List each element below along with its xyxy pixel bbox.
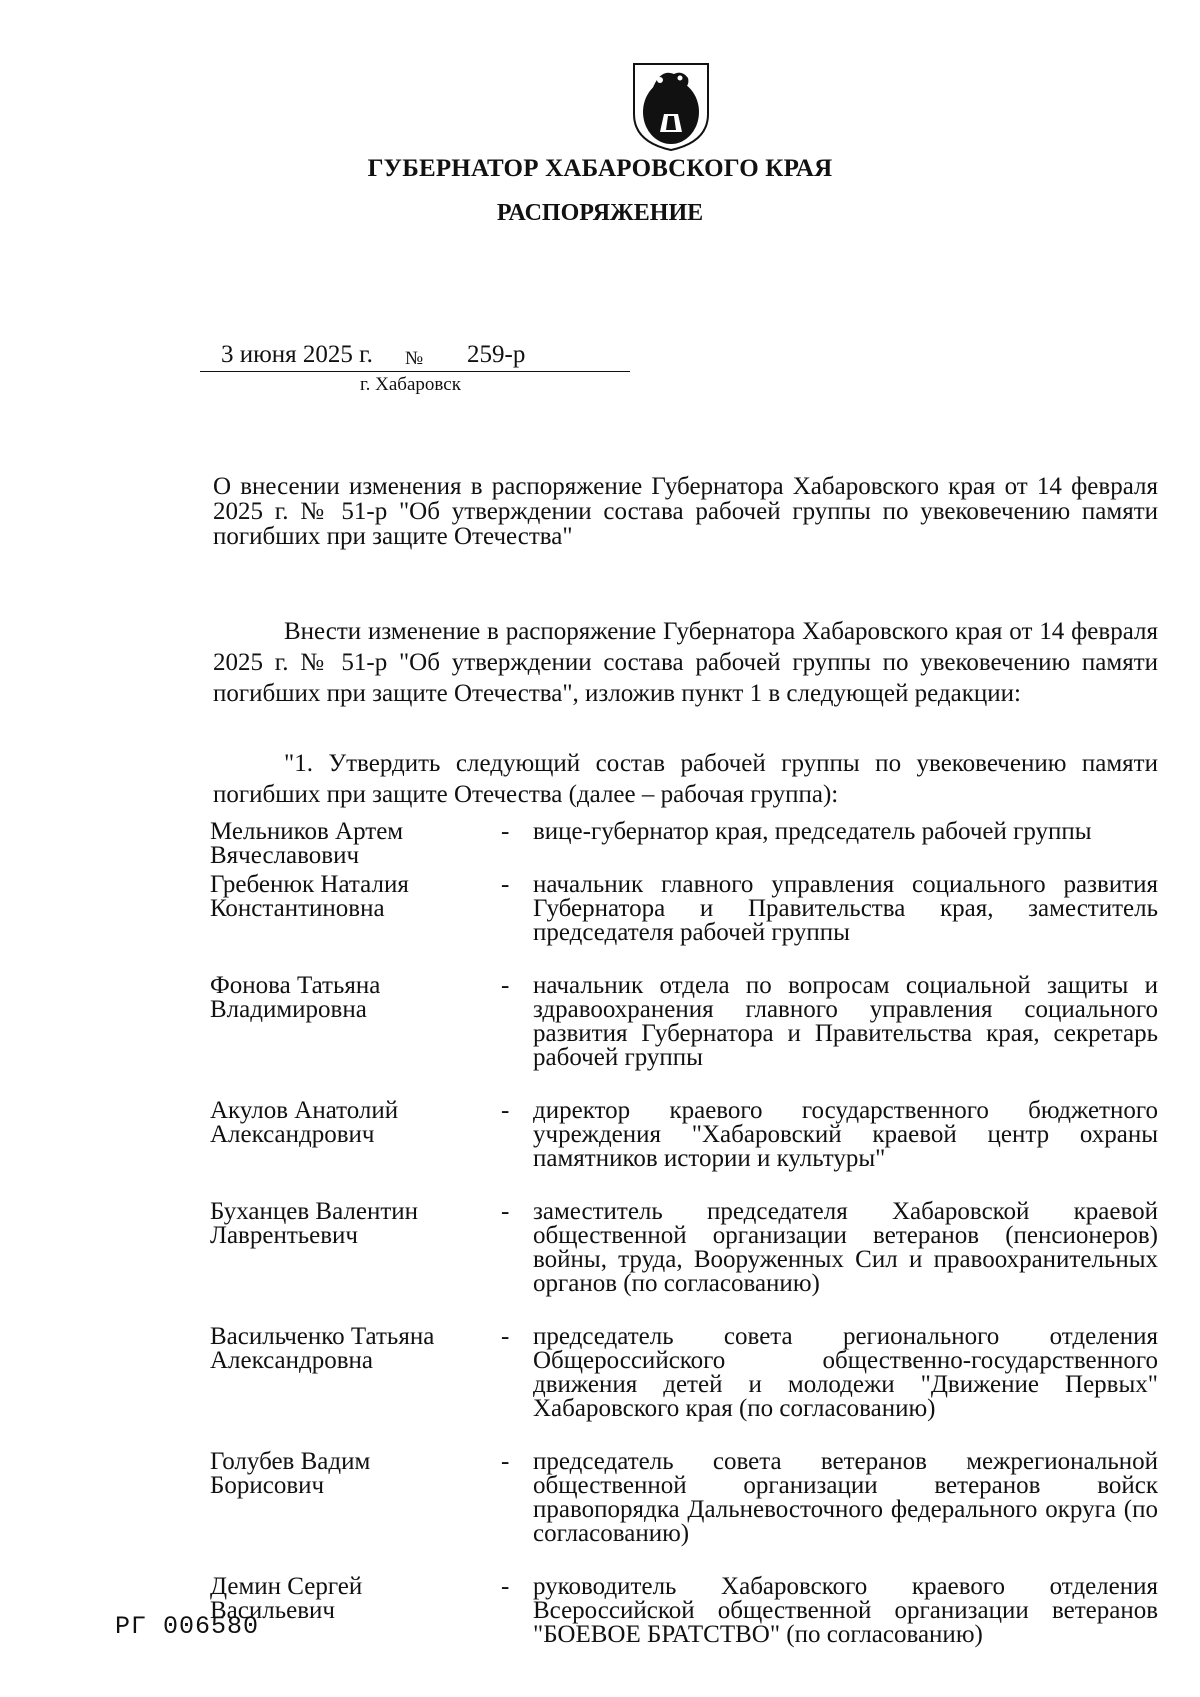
member-dash: - — [501, 1198, 510, 1225]
details-underline — [200, 371, 630, 372]
member-name: Голубев Вадим Борисович — [210, 1448, 371, 1499]
member-row — [210, 1575, 1160, 1647]
document-number: 259-р — [467, 341, 526, 368]
member-name: Демин Сергей Васильевич — [210, 1573, 363, 1624]
member-dash: - — [501, 972, 510, 999]
document-type: РАСПОРЯЖЕНИЕ — [496, 200, 704, 226]
registration-number: РГ 006580 — [115, 1612, 260, 1641]
member-position: заместитель председателя Хабаровской краевой общественной организации ветеранов (пенсионеров) войны, труда, Вооруженных Сил и правоохранительных органов (по согласованию) — [533, 1198, 1158, 1297]
member-dash: - — [501, 1097, 510, 1124]
member-name: Фонова Татьяна Владимировна — [210, 972, 381, 1023]
member-dash: - — [501, 1448, 510, 1475]
member-position: председатель совета ветеранов межрегиональной общественной организации ветеранов войск правопорядка Дальневосточного федерального округа (по согласованию) — [533, 1448, 1158, 1547]
authority-title: ГУБЕРНАТОР ХАБАРОВСКОГО КРАЯ — [367, 155, 833, 182]
document-city: г. Хабаровск — [360, 374, 461, 395]
member-position: вице-губернатор края, председатель рабочей группы — [533, 818, 1092, 845]
intro-paragraph: Внести изменение в распоряжение Губернатора Хабаровского края от 14 февраля 2025 г. № 51-р "Об утверждении состава рабочей группы по увековечению памяти погибших при защите Отечества", изложив пункт 1 в следующей редакции: — [213, 618, 1158, 707]
document-subject: О внесении изменения в распоряжение Губернатора Хабаровского края от 14 февраля 2025 г. № 51-р "Об утверждении состава рабочей группы по увековечению памяти погибших при защите Отечества" — [213, 473, 1158, 550]
member-name: Гребенюк Наталия Константиновна — [210, 871, 409, 922]
member-name: Акулов Анатолий Александрович — [210, 1097, 399, 1148]
member-row — [210, 974, 1160, 1070]
member-name: Васильченко Татьяна Александровна — [210, 1323, 435, 1374]
member-position: директор краевого государственного бюджетного учреждения "Хабаровский краевой центр охраны памятников истории и культуры" — [533, 1097, 1158, 1172]
member-name: Буханцев Валентин Лаврентьевич — [210, 1198, 419, 1249]
member-row — [210, 873, 1160, 945]
member-position: руководитель Хабаровского краевого отделения Всероссийской общественной организации ветеранов "БОЕВОЕ БРАТСТВО" (по согласованию) — [533, 1573, 1158, 1648]
member-row — [210, 1450, 1160, 1546]
member-position: начальник главного управления социального развития Губернатора и Правительства края, заместитель председателя рабочей группы — [533, 871, 1158, 946]
member-dash: - — [501, 1323, 510, 1350]
member-dash: - — [501, 818, 510, 845]
member-row — [210, 1099, 1160, 1171]
member-row — [210, 818, 1160, 869]
document-details — [200, 338, 630, 398]
member-dash: - — [501, 871, 510, 898]
number-sign: № — [405, 348, 424, 369]
member-row — [210, 1200, 1160, 1296]
document-date: 3 июня 2025 г. — [221, 341, 373, 368]
member-dash: - — [501, 1573, 510, 1600]
members-list — [210, 820, 1160, 1647]
member-name: Мельников Артем Вячеславович — [210, 818, 404, 869]
clause-paragraph: "1. Утвердить следующий состав рабочей группы по увековечению памяти погибших при защите Отечества (далее – рабочая группа): — [213, 750, 1158, 808]
coat-of-arms-icon — [630, 60, 712, 152]
member-row — [210, 1325, 1160, 1421]
member-position: председатель совета регионального отделения Общероссийского общественно-государственного движения детей и молодежи "Движение Первых" Хабаровского края (по согласованию) — [533, 1323, 1158, 1422]
member-position: начальник отдела по вопросам социальной защиты и здравоохранения главного управления социального развития Губернатора и Правительства края, секретарь рабочей группы — [533, 972, 1158, 1071]
